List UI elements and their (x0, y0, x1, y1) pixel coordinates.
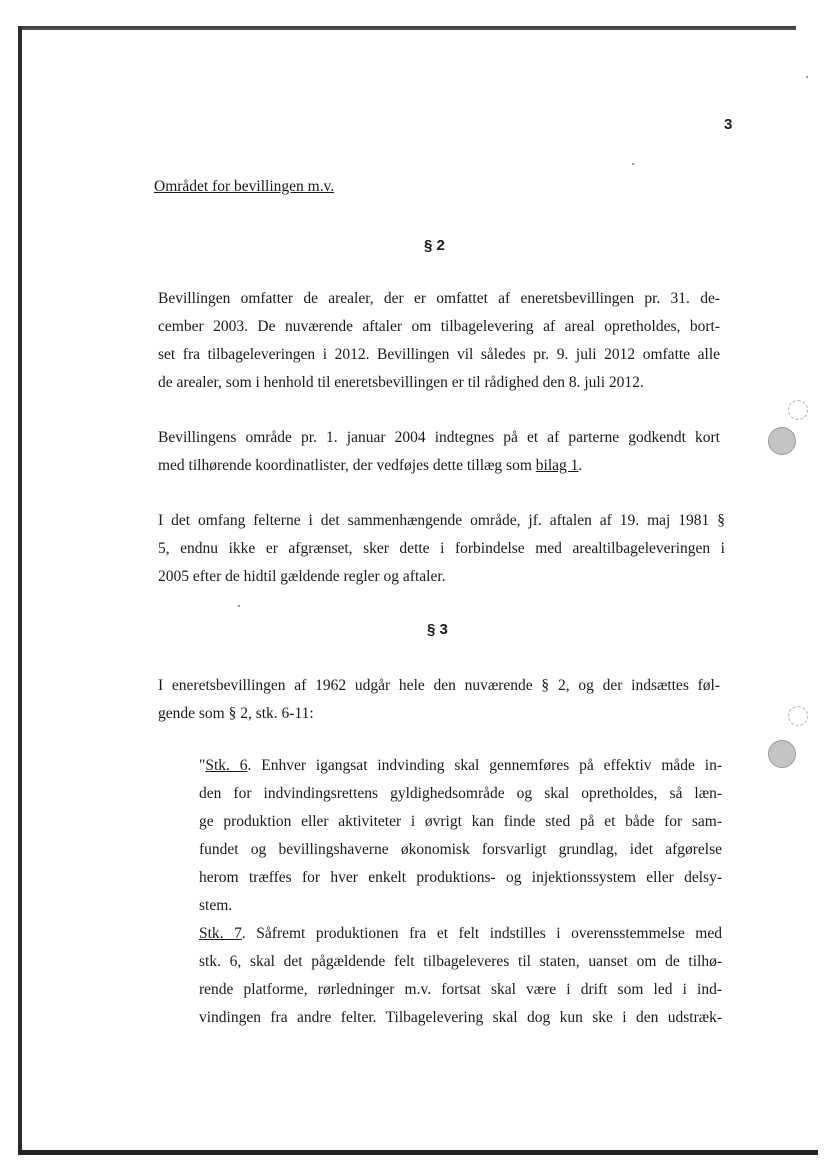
punch-hole-shadow-upper (788, 400, 808, 420)
punch-hole-lower (768, 740, 796, 768)
text-line: de arealer, som i henhold til eneretsbevillingen er til rådighed den 8. juli 2012. (158, 374, 644, 391)
section-heading: Området for bevillingen m.v. (154, 178, 335, 195)
text-segment: . Såfremt produktionen fra et felt indstilles i overensstemmelse med (241, 925, 722, 942)
section-2-paragraph-2 (158, 424, 720, 480)
bilag-1-reference: bilag 1 (535, 457, 579, 474)
punch-hole-upper (768, 427, 796, 455)
section-2-paragraph-1 (158, 285, 720, 397)
scan-speck (806, 76, 808, 78)
text-line: I eneretsbevillingen af 1962 udgår hele den nuværende § 2, og der indsættes føl- (158, 677, 720, 694)
text-line: den for indvindingsrettens gyldighedsområde og skal opretholdes, så læn- (199, 785, 722, 802)
text-line: 2005 efter de hidtil gældende regler og aftaler. (158, 568, 446, 585)
section-2-paragraph-3 (158, 507, 725, 591)
text-line: rende platforme, rørledninger m.v. fortsat skal være i drift som led i ind- (199, 981, 722, 998)
text-line (199, 752, 722, 780)
text-line: vindingen fra andre felter. Tilbagelevering skal dog kun ske i den udstræk- (199, 1009, 722, 1026)
stk-7-label: Stk. 7 (199, 925, 242, 942)
text-line: stk. 6, skal det pågældende felt tilbageleveres til staten, uanset om de tilhø- (199, 953, 722, 970)
text-line: Bevillingen omfatter de arealer, der er omfattet af eneretsbevillingen pr. 31. de- (158, 290, 720, 307)
stk-6-paragraph (199, 752, 722, 1032)
text-line: 5, endnu ikke er afgrænset, sker dette i forbindelse med arealtilbageleveringen i (158, 540, 725, 557)
scan-edge-bottom (18, 1150, 818, 1155)
scan-edge-left (18, 26, 22, 1154)
text-line: I det omfang felterne i det sammenhængende område, jf. aftalen af 19. maj 1981 § (158, 512, 725, 529)
stk-6-label: Stk. 6 (205, 757, 248, 774)
section-3-intro (158, 672, 720, 728)
quote-mark: " (199, 757, 206, 774)
text-segment: . Enhver igangsat indvinding skal gennemføres på effektiv måde in- (247, 757, 722, 774)
paragraph-mark-2: § 2 (424, 237, 445, 254)
text-segment: med tilhørende koordinatlister, der vedføjes dette tillæg som (158, 457, 536, 474)
scan-speck (632, 163, 634, 165)
text-segment: . (578, 457, 583, 474)
text-line (199, 920, 722, 948)
punch-hole-shadow-lower (788, 706, 808, 726)
text-line: stem. (199, 897, 233, 914)
text-line: set fra tilbageleveringen i 2012. Bevillingen vil således pr. 9. juli 2012 omfatte alle (158, 346, 720, 363)
scan-speck (238, 605, 240, 607)
text-line: cember 2003. De nuværende aftaler om tilbagelevering af areal opretholdes, bort- (158, 318, 720, 335)
text-line: gende som § 2, stk. 6-11: (158, 705, 314, 722)
text-line: Bevillingens område pr. 1. januar 2004 indtegnes på et af parterne godkendt kort (158, 429, 720, 446)
scan-edge-top (18, 26, 796, 30)
text-line: herom træffes for hver enkelt produktions- og injektionssystem eller delsy- (199, 869, 722, 886)
paragraph-mark-3: § 3 (427, 621, 448, 638)
page-number: 3 (724, 116, 733, 133)
text-line (158, 452, 720, 480)
text-line: fundet og bevillingshaverne økonomisk forsvarligt grundlag, idet afgørelse (199, 841, 722, 858)
text-line: ge produktion eller aktiviteter i øvrigt kan finde sted på et både for sam- (199, 813, 722, 830)
